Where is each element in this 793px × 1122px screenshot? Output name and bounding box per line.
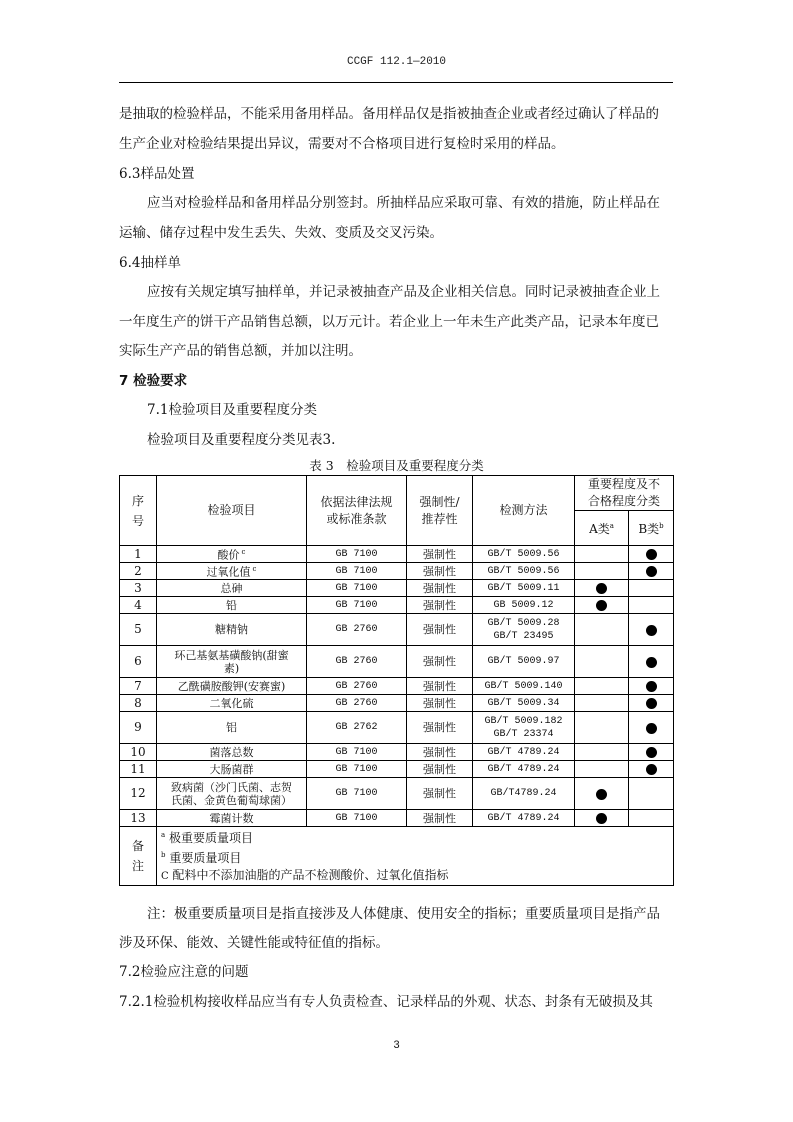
section-heading-7-1: 7.1检验项目及重要程度分类 [147, 402, 317, 418]
cell-class-a [575, 712, 629, 744]
cell-seq: 13 [120, 810, 157, 827]
class-b-mark [646, 625, 657, 636]
cell-seq: 12 [120, 778, 157, 810]
body-paragraph-line: 一年度生产的饼干产品销售总额，以万元计。若企业上一年未生产此类产品，记录本年度已 [119, 314, 659, 330]
section-heading-7-2-1: 7.2.1检验机构接收样品应当有专人负责检查、记录样品的外观、状态、封条有无破损及其 [119, 994, 653, 1010]
body-paragraph-line: 检验项目及重要程度分类见表3. [147, 432, 336, 448]
cell-item: 乙酰磺胺酸钾(安赛蜜) [157, 678, 307, 695]
class-b-mark [646, 747, 657, 758]
cell-seq: 6 [120, 646, 157, 678]
cell-basis: GB 7100 [307, 810, 407, 827]
table-row [120, 678, 674, 695]
cell-class-b [629, 744, 674, 761]
class-b-mark [646, 698, 657, 709]
class-a-mark [596, 789, 607, 800]
cell-item: 霉菌计数 [157, 810, 307, 827]
cell-item: 菌落总数 [157, 744, 307, 761]
cell-class-b [629, 778, 674, 810]
cell-class-a [575, 546, 629, 563]
notes-label: 备注 [120, 827, 157, 886]
cell-seq: 4 [120, 597, 157, 614]
cell-class-b [629, 580, 674, 597]
table-row [120, 580, 674, 597]
body-paragraph-line: 应当对检验样品和备用样品分别签封。所抽样品应采取可靠、有效的措施，防止样品在 [147, 195, 660, 211]
table-caption: 表 3 检验项目及重要程度分类 [309, 458, 484, 473]
cell-type: 强制性 [407, 744, 473, 761]
cell-class-a [575, 614, 629, 646]
cell-class-b [629, 597, 674, 614]
cell-seq: 10 [120, 744, 157, 761]
cell-class-a [575, 695, 629, 712]
table-row [120, 744, 674, 761]
cell-method: GB/T4789.24 [473, 778, 575, 810]
cell-class-a [575, 563, 629, 580]
cell-type: 强制性 [407, 646, 473, 678]
table-row [120, 712, 674, 744]
cell-method: GB/T 5009.140 [473, 678, 575, 695]
cell-seq: 9 [120, 712, 157, 744]
cell-basis: GB 7100 [307, 761, 407, 778]
cell-item: 过氧化值 $^c$ [157, 563, 307, 580]
cell-item: 环己基氨基磺酸钠(甜蜜 素) [157, 646, 307, 678]
cell-seq: 2 [120, 563, 157, 580]
note-paragraph-line: 注：极重要质量项目是指直接涉及人体健康、使用安全的指标；重要质量项目是指产品 [147, 906, 660, 922]
body-paragraph-line: 应按有关规定填写抽样单，并记录被抽查产品及企业相关信息。同时记录被抽查企业上 [147, 284, 660, 300]
cell-item: 致病菌（沙门氏菌、志贺 氏菌、金黄色葡萄球菌） [157, 778, 307, 810]
cell-basis: GB 2760 [307, 646, 407, 678]
cell-method: GB/T 4789.24 [473, 810, 575, 827]
header-seq: 序号 [120, 476, 157, 546]
header-importance: 重要程度及不 合格程度分类 [575, 476, 674, 511]
cell-basis: GB 2760 [307, 614, 407, 646]
cell-item: 糖精钠 [157, 614, 307, 646]
section-heading-7-2: 7.2检验应注意的问题 [119, 964, 249, 980]
table-row [120, 778, 674, 810]
notes-content [157, 827, 674, 886]
cell-basis: GB 2760 [307, 695, 407, 712]
header-basis: 依据法律法规 或标准条款 [307, 476, 407, 546]
header-class-b: B类$^b$ [629, 511, 674, 546]
body-paragraph-line: 实际生产产品的销售总额，并加以注明。 [119, 343, 362, 359]
cell-class-b [629, 678, 674, 695]
section-heading-6-4: 6.4抽样单 [119, 255, 181, 271]
header-class-a: A类$^a$ [575, 511, 629, 546]
note-paragraph-line: 涉及环保、能效、关键性能或特征值的指标。 [119, 935, 389, 951]
header-method: 检测方法 [473, 476, 575, 546]
cell-method: GB/T 5009.97 [473, 646, 575, 678]
cell-seq: 5 [120, 614, 157, 646]
cell-type: 强制性 [407, 810, 473, 827]
cell-item: 酸价 $^c$ [157, 546, 307, 563]
cell-class-a [575, 597, 629, 614]
class-a-mark [596, 813, 607, 824]
cell-item: 铝 [157, 712, 307, 744]
cell-method: GB/T 5009.28 GB/T 23495 [473, 614, 575, 646]
cell-method: GB/T 4789.24 [473, 744, 575, 761]
note-b: $^b$ 重要质量项目 [161, 851, 242, 865]
cell-class-a [575, 678, 629, 695]
cell-method: GB 5009.12 [473, 597, 575, 614]
table-row [120, 597, 674, 614]
cell-class-b [629, 712, 674, 744]
table-row [120, 546, 674, 563]
body-paragraph-line: 生产企业对检验结果提出异议，需要对不合格项目进行复检时采用的样品。 [119, 136, 565, 152]
class-a-mark [596, 583, 607, 594]
cell-type: 强制性 [407, 580, 473, 597]
cell-item: 大肠菌群 [157, 761, 307, 778]
cell-type: 强制性 [407, 778, 473, 810]
cell-item: 二氧化硫 [157, 695, 307, 712]
table-row [120, 563, 674, 580]
table-row [120, 761, 674, 778]
body-paragraph-line: 运输、储存过程中发生丢失、失效、变质及交叉污染。 [119, 225, 443, 241]
cell-class-b [629, 695, 674, 712]
cell-class-a [575, 810, 629, 827]
table-row [120, 695, 674, 712]
cell-class-a [575, 744, 629, 761]
cell-type: 强制性 [407, 546, 473, 563]
cell-basis: GB 7100 [307, 744, 407, 761]
header-item: 检验项目 [157, 476, 307, 546]
section-heading-7: 7 检验要求 [119, 373, 188, 389]
class-b-mark [646, 566, 657, 577]
cell-basis: GB 7100 [307, 546, 407, 563]
cell-item: 总砷 [157, 580, 307, 597]
cell-class-b [629, 614, 674, 646]
cell-item: 铅 [157, 597, 307, 614]
cell-basis: GB 2762 [307, 712, 407, 744]
cell-seq: 11 [120, 761, 157, 778]
header-rule [119, 82, 673, 83]
class-b-mark [646, 764, 657, 775]
class-b-mark [646, 723, 657, 734]
cell-seq: 3 [120, 580, 157, 597]
cell-basis: GB 7100 [307, 563, 407, 580]
cell-type: 强制性 [407, 695, 473, 712]
cell-seq: 8 [120, 695, 157, 712]
class-b-mark [646, 657, 657, 668]
class-b-mark [646, 549, 657, 560]
body-paragraph-line: 是抽取的检验样品，不能采用备用样品。备用样品仅是指被抽查企业或者经过确认了样品的 [119, 106, 659, 122]
note-a: $^a$ 极重要质量项目 [161, 831, 254, 845]
running-header: CCGF 112.1—2010 [346, 56, 447, 68]
cell-type: 强制性 [407, 614, 473, 646]
cell-seq: 7 [120, 678, 157, 695]
cell-class-a [575, 646, 629, 678]
cell-class-a [575, 580, 629, 597]
cell-class-b [629, 646, 674, 678]
cell-type: 强制性 [407, 678, 473, 695]
cell-type: 强制性 [407, 761, 473, 778]
cell-method: GB/T 5009.11 [473, 580, 575, 597]
class-b-mark [646, 681, 657, 692]
class-a-mark [596, 600, 607, 611]
cell-class-b [629, 761, 674, 778]
cell-type: 强制性 [407, 563, 473, 580]
cell-method: GB/T 5009.56 [473, 546, 575, 563]
cell-type: 强制性 [407, 597, 473, 614]
cell-method: GB/T 5009.56 [473, 563, 575, 580]
cell-class-b [629, 546, 674, 563]
cell-class-a [575, 761, 629, 778]
cell-class-b [629, 563, 674, 580]
cell-method: GB/T 4789.24 [473, 761, 575, 778]
table-row [120, 614, 674, 646]
table-row [120, 810, 674, 827]
section-heading-6-3: 6.3样品处置 [119, 166, 195, 182]
cell-type: 强制性 [407, 712, 473, 744]
cell-basis: GB 7100 [307, 580, 407, 597]
cell-method: GB/T 5009.182 GB/T 23374 [473, 712, 575, 744]
cell-basis: GB 2760 [307, 678, 407, 695]
inspection-items-table [119, 475, 674, 886]
cell-class-a [575, 778, 629, 810]
cell-basis: GB 7100 [307, 778, 407, 810]
cell-basis: GB 7100 [307, 597, 407, 614]
note-c: C 配料中不添加油脂的产品不检测酸价、过氧化值指标 [161, 868, 449, 882]
page-number: 3 [393, 1040, 400, 1052]
table-row [120, 646, 674, 678]
cell-method: GB/T 5009.34 [473, 695, 575, 712]
cell-seq: 1 [120, 546, 157, 563]
header-mandatory: 强制性/ 推荐性 [407, 476, 473, 546]
cell-class-b [629, 810, 674, 827]
